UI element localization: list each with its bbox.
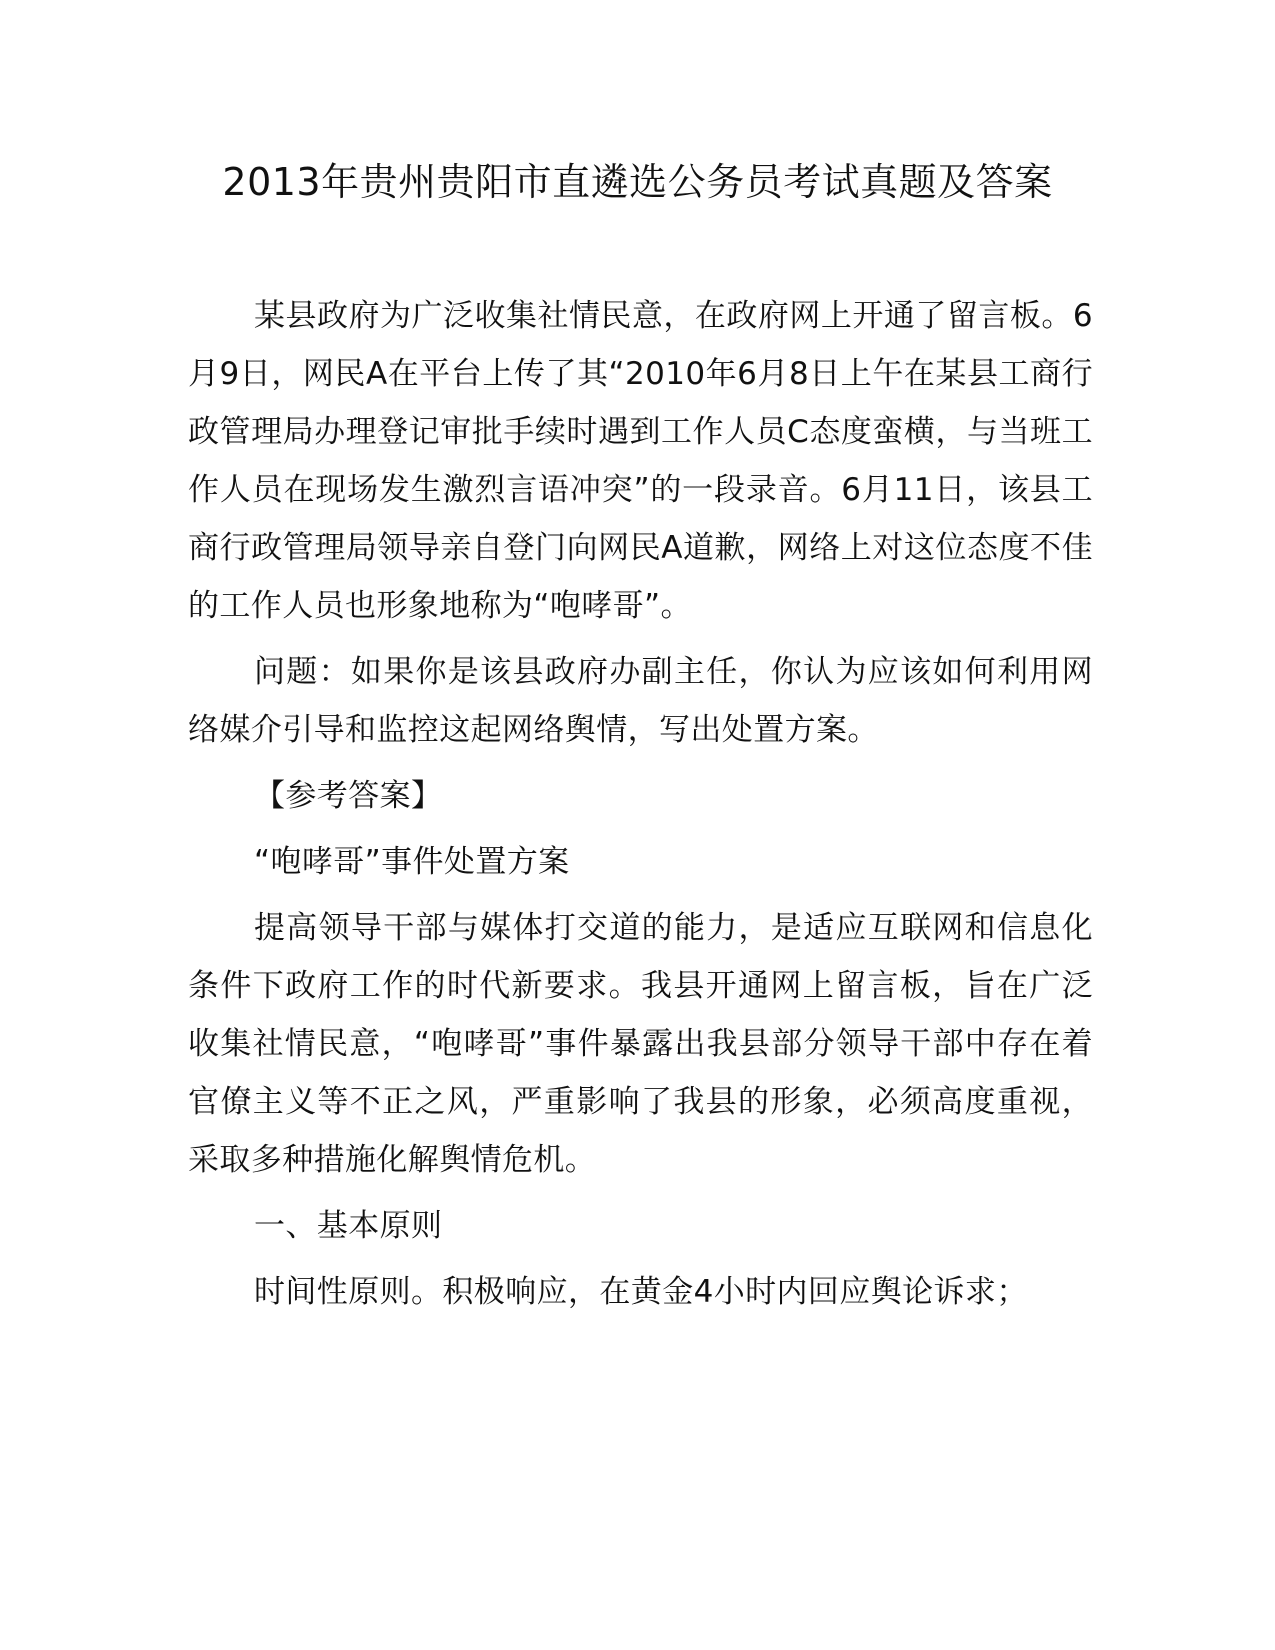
paragraph-timeliness-principle: 时间性原则。积极响应，在黄金4小时内回应舆论诉求； [254, 1274, 1028, 1310]
paragraph-question: 问题：如果你是该县政府办副主任，你认为应该如何利用网络媒介引导和监控这起网络舆情，写出处置方案。 [188, 654, 1093, 748]
document-title: 2013年贵州贵阳市直遴选公务员考试真题及答案 [222, 160, 1053, 204]
paragraph-reference-answer-heading: 【参考答案】 [254, 778, 443, 814]
paragraph-case-description: 某县政府为广泛收集社情民意，在政府网上开通了留言板。6月9日，网民A在平台上传了其“2010年6月8日上午在某县工商行政管理局办理登记审批手续时遇到工作人员C态度蛮横，与当班工作人员在现场发生激烈言语冲突”的一段录音。6月11日，该县工商行政管理局领导亲自登门向网民A道歉，网络上对这位态度不佳的工作人员也形象地称为“咆哮哥”。 [188, 298, 1093, 624]
paragraph-section-heading: 一、基本原则 [254, 1208, 443, 1244]
paragraph-plan-title: “咆哮哥”事件处置方案 [254, 844, 570, 880]
document-body [188, 287, 1093, 1321]
paragraph-introduction: 提高领导干部与媒体打交道的能力，是适应互联网和信息化条件下政府工作的时代新要求。我县开通网上留言板，旨在广泛收集社情民意，“咆哮哥”事件暴露出我县部分领导干部中存在着官僚主义等不正之风，严重影响了我县的形象，必须高度重视，采取多种措施化解舆情危机。 [188, 910, 1093, 1178]
